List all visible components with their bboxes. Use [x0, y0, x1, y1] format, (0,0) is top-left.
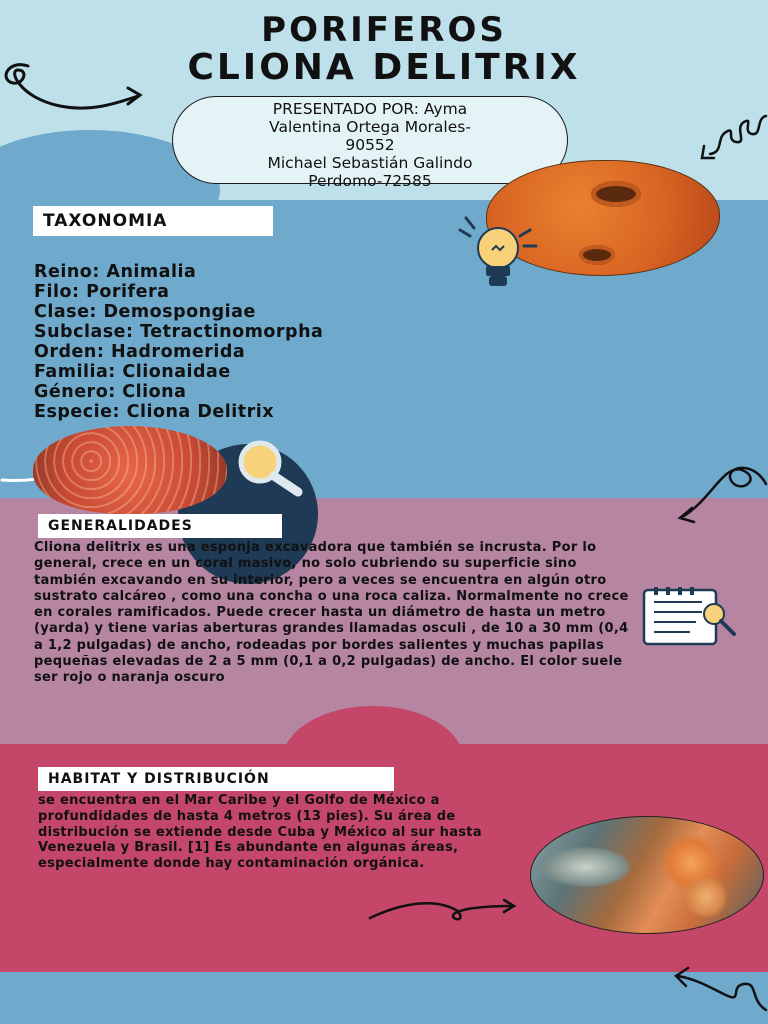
habitat-heading: HABITAT Y DISTRIBUCIÓN — [38, 767, 394, 791]
taxonomy-heading: TAXONOMIA — [33, 206, 273, 236]
taxonomy-item: Género: Cliona — [34, 382, 187, 402]
loop-arrow-icon — [672, 458, 768, 528]
taxonomy-item: Clase: Demospongiae — [34, 302, 256, 322]
taxonomy-item: Familia: Clionaidae — [34, 362, 231, 382]
generalidades-text: Cliona delitrix es una esponja excavadora que también se incrusta. Por lo general, crece en un coral masivo, no solo cubriendo su superficie sino también excavando en su interior, pero a veces se encuentra en algún otro sustrato calcáreo , como una concha o una roca caliza. Normalmente no crece en corales ramificados. Puede crecer hasta un diámetro de hasta un metro (yarda) y tiene varias aberturas grandes llamadas osculi , de 10 a 30 mm (0,4 a 1,2 pulgadas) de ancho, rodeadas por bordes salientes y muchas papilas pequeñas elevadas de 2 a 5 mm (0,1 a 0,2 pulgadas) de ancho. El color suele ser rojo o naranja oscuro — [34, 540, 629, 686]
presenter-line: PRESENTADO POR: Ayma — [272, 100, 468, 118]
reef-photo — [530, 816, 764, 934]
presenter-line: Valentina Ortega Morales- — [269, 118, 471, 136]
presenter-box — [172, 96, 568, 190]
page-title-line2: CLIONA DELITRIX — [187, 47, 581, 88]
page-title-line1: PORIFEROS — [261, 10, 507, 50]
generalidades-heading: GENERALIDADES — [38, 514, 282, 538]
sponge-photo-red — [33, 426, 227, 514]
spiral-arrow-icon — [696, 110, 768, 166]
curl-arrow-icon — [670, 966, 768, 1020]
taxonomy-item: Orden: Hadromerida — [34, 342, 246, 362]
reef-arrow-icon — [368, 896, 518, 926]
taxonomy-item: Filo: Porifera — [34, 282, 170, 302]
habitat-text: se encuentra en el Mar Caribe y el Golfo de México a profundidades de hasta 4 metros (13 pies). Su área de distribución se extiende desde Cuba y México al sur hasta Venezuela y Brasil. [1] Es abundante en algunas áreas, especialmente donde hay contaminación orgánica. — [38, 793, 482, 872]
lightbulb-icon — [456, 216, 540, 290]
taxonomy-list — [34, 262, 323, 422]
presenter-line: Michael Sebastián Galindo — [267, 154, 473, 172]
notepad-icon — [640, 586, 742, 648]
presenter-line: Perdomo-72585 — [308, 172, 432, 190]
presenter-line: 90552 — [345, 136, 395, 154]
magnifier-icon — [226, 440, 310, 500]
taxonomy-item: Subclase: Tetractinomorpha — [34, 322, 324, 342]
footer-background — [0, 972, 768, 1024]
taxonomy-item: Especie: Cliona Delitrix — [34, 402, 274, 422]
taxonomy-item: Reino: Animalia — [34, 262, 197, 282]
